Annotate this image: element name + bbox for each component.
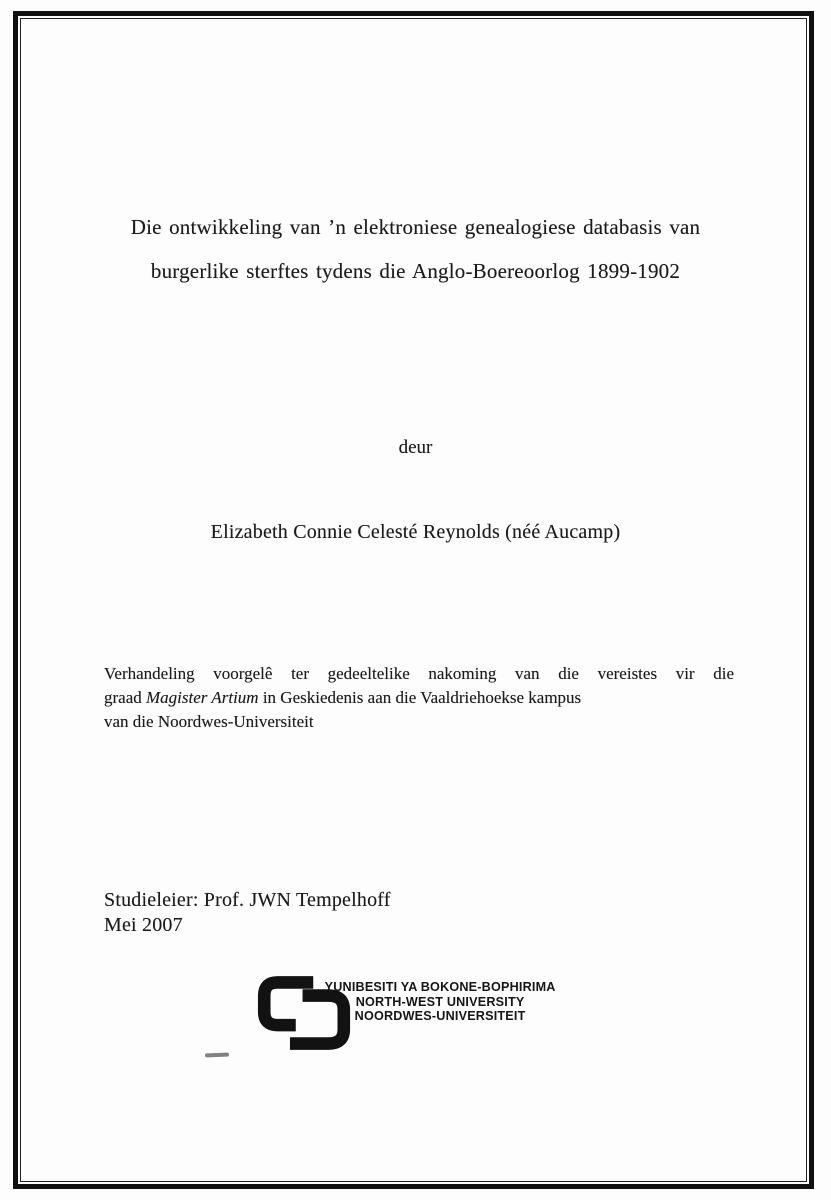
university-logo bbox=[256, 974, 586, 1054]
degree-statement-line2 bbox=[104, 686, 734, 710]
author-name: Elizabeth Connie Celesté Reynolds (néé Aucamp) bbox=[210, 521, 621, 543]
degree-statement-line3: van die Noordwes-Universiteit bbox=[104, 712, 314, 731]
supervisor-line: Studieleier: Prof. JWN Tempelhoff bbox=[104, 889, 391, 911]
university-logo-text bbox=[314, 980, 566, 1024]
thesis-title-line2: burgerlike sterftes tydens die Anglo-Boereoorlog 1899-1902 bbox=[150, 259, 681, 283]
degree-name-italic: Magister Artium bbox=[146, 688, 259, 707]
degree-statement-line2-suffix: in Geskiedenis aan die Vaaldriehoekse kampus bbox=[258, 688, 582, 707]
scan-smudge bbox=[205, 1053, 229, 1058]
supervisor-block bbox=[104, 888, 604, 938]
logo-line-english: NORTH-WEST UNIVERSITY bbox=[355, 993, 525, 1009]
logo-line-setswana: YUNIBESITI YA BOKONE-BOPHIRIMA bbox=[324, 979, 556, 994]
byline-label: deur bbox=[398, 437, 433, 458]
thesis-title-line1: Die ontwikkeling van ’n elektroniese genealogiese databasis van bbox=[130, 215, 701, 239]
degree-statement-line1: Verhandeling voorgelê ter gedeeltelike nakoming van die vereistes vir die bbox=[104, 664, 734, 683]
degree-statement-line2-prefix: graad bbox=[104, 688, 147, 707]
logo-line-afrikaans: NOORDWES-UNIVERSITEIT bbox=[354, 1008, 526, 1023]
degree-statement bbox=[104, 662, 734, 734]
thesis-title bbox=[20, 205, 811, 293]
date-line: Mei 2007 bbox=[104, 914, 183, 936]
